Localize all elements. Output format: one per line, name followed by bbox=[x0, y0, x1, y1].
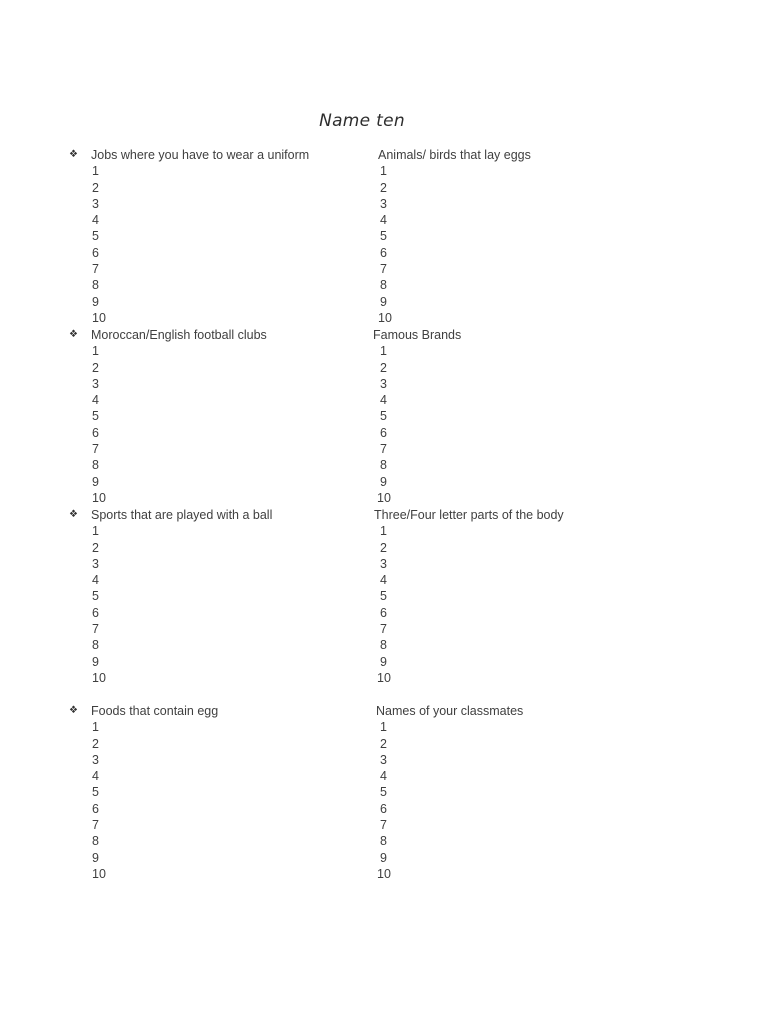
list-item: 6 bbox=[92, 605, 99, 620]
list-item: 4 bbox=[92, 213, 99, 228]
list-item: 7 bbox=[92, 442, 99, 457]
list-item: 2 bbox=[380, 540, 387, 555]
list-item: 5 bbox=[380, 589, 387, 604]
list-item: 7 bbox=[92, 818, 99, 833]
section-ball-sports bbox=[69, 507, 273, 686]
list-item: 2 bbox=[380, 736, 387, 751]
list-item: 4 bbox=[380, 393, 387, 408]
list-item: 3 bbox=[380, 376, 387, 391]
list-item: 1 bbox=[92, 524, 99, 539]
list-item: 3 bbox=[380, 196, 387, 211]
section-heading bbox=[69, 703, 219, 719]
list-item: 10 bbox=[378, 310, 392, 325]
list-item: 9 bbox=[380, 474, 387, 489]
list-item: 5 bbox=[380, 785, 387, 800]
list-item: 6 bbox=[92, 425, 99, 440]
section-heading-text: Moroccan/English football clubs bbox=[91, 328, 267, 342]
list-item: 3 bbox=[380, 752, 387, 767]
section-heading bbox=[373, 327, 461, 343]
list-item: 10 bbox=[92, 866, 106, 881]
list-item: 3 bbox=[380, 556, 387, 571]
list-item: 3 bbox=[92, 752, 99, 767]
list-item: 5 bbox=[92, 409, 99, 424]
section-football-clubs bbox=[69, 327, 267, 506]
list-item: 1 bbox=[380, 720, 387, 735]
section-heading bbox=[376, 703, 523, 719]
list-item: 4 bbox=[92, 769, 99, 784]
list-item: 8 bbox=[92, 458, 99, 473]
list-item: 7 bbox=[380, 262, 387, 277]
list-item: 9 bbox=[380, 850, 387, 865]
list-item: 8 bbox=[380, 638, 387, 653]
list-item: 8 bbox=[92, 638, 99, 653]
list-item: 6 bbox=[380, 605, 387, 620]
list-item: 2 bbox=[92, 736, 99, 751]
list-item: 1 bbox=[380, 164, 387, 179]
section-heading bbox=[378, 147, 531, 163]
list-item: 9 bbox=[92, 654, 99, 669]
list-item: 3 bbox=[92, 376, 99, 391]
list-item: 9 bbox=[92, 850, 99, 865]
list-item: 9 bbox=[380, 294, 387, 309]
list-item: 6 bbox=[92, 245, 99, 260]
diamond-bullet-icon: ❖ bbox=[69, 149, 78, 160]
list-item: 8 bbox=[380, 834, 387, 849]
list-item: 5 bbox=[92, 229, 99, 244]
section-heading-text: Names of your classmates bbox=[376, 704, 524, 718]
list-item: 2 bbox=[92, 540, 99, 555]
list-item: 8 bbox=[92, 278, 99, 293]
section-famous-brands bbox=[373, 327, 461, 506]
list-item: 10 bbox=[377, 670, 391, 685]
list-item: 1 bbox=[92, 164, 99, 179]
section-heading bbox=[69, 147, 310, 163]
list-item: 10 bbox=[92, 490, 106, 505]
diamond-bullet-icon: ❖ bbox=[69, 705, 78, 716]
list-item: 9 bbox=[92, 474, 99, 489]
section-heading-text: Three/Four letter parts of the body bbox=[374, 508, 564, 522]
list-item: 2 bbox=[380, 360, 387, 375]
section-heading-text: Foods that contain egg bbox=[91, 704, 219, 718]
list-item: 8 bbox=[380, 278, 387, 293]
list-item: 9 bbox=[380, 654, 387, 669]
list-item: 4 bbox=[92, 393, 99, 408]
list-item: 1 bbox=[92, 344, 99, 359]
list-item: 7 bbox=[92, 622, 99, 637]
section-jobs-uniform bbox=[69, 147, 310, 326]
page-title: Name ten bbox=[319, 111, 405, 131]
list-item: 5 bbox=[380, 229, 387, 244]
list-item: 10 bbox=[92, 310, 106, 325]
list-item: 7 bbox=[380, 442, 387, 457]
list-item: 10 bbox=[92, 670, 106, 685]
list-item: 8 bbox=[92, 834, 99, 849]
section-heading-text: Sports that are played with a ball bbox=[91, 508, 273, 522]
list-item: 5 bbox=[92, 785, 99, 800]
list-item: 2 bbox=[380, 180, 387, 195]
section-classmates bbox=[376, 703, 523, 882]
list-item: 7 bbox=[92, 262, 99, 277]
list-item: 7 bbox=[380, 622, 387, 637]
section-heading-text: Famous Brands bbox=[373, 328, 462, 342]
diamond-bullet-icon: ❖ bbox=[69, 509, 78, 520]
list-item: 10 bbox=[377, 490, 391, 505]
list-item: 1 bbox=[92, 720, 99, 735]
diamond-bullet-icon: ❖ bbox=[69, 329, 78, 340]
list-item: 1 bbox=[380, 524, 387, 539]
list-item: 4 bbox=[380, 213, 387, 228]
list-item: 10 bbox=[377, 866, 391, 881]
list-item: 7 bbox=[380, 818, 387, 833]
list-item: 4 bbox=[380, 573, 387, 588]
section-heading bbox=[69, 327, 267, 343]
list-item: 2 bbox=[92, 360, 99, 375]
list-item: 6 bbox=[380, 425, 387, 440]
list-item: 4 bbox=[92, 573, 99, 588]
section-body-parts bbox=[374, 507, 564, 686]
section-heading bbox=[69, 507, 273, 523]
list-item: 4 bbox=[380, 769, 387, 784]
list-item: 5 bbox=[380, 409, 387, 424]
section-egg-foods bbox=[69, 703, 219, 882]
list-item: 3 bbox=[92, 196, 99, 211]
list-item: 5 bbox=[92, 589, 99, 604]
list-item: 1 bbox=[380, 344, 387, 359]
list-item: 6 bbox=[380, 245, 387, 260]
section-animals-eggs bbox=[378, 147, 531, 326]
section-heading-text: Jobs where you have to wear a uniform bbox=[91, 148, 310, 162]
section-heading bbox=[374, 507, 564, 523]
list-item: 6 bbox=[92, 801, 99, 816]
section-heading-text: Animals/ birds that lay eggs bbox=[378, 148, 531, 162]
list-item: 2 bbox=[92, 180, 99, 195]
list-item: 3 bbox=[92, 556, 99, 571]
list-item: 9 bbox=[92, 294, 99, 309]
list-item: 6 bbox=[380, 801, 387, 816]
list-item: 8 bbox=[380, 458, 387, 473]
